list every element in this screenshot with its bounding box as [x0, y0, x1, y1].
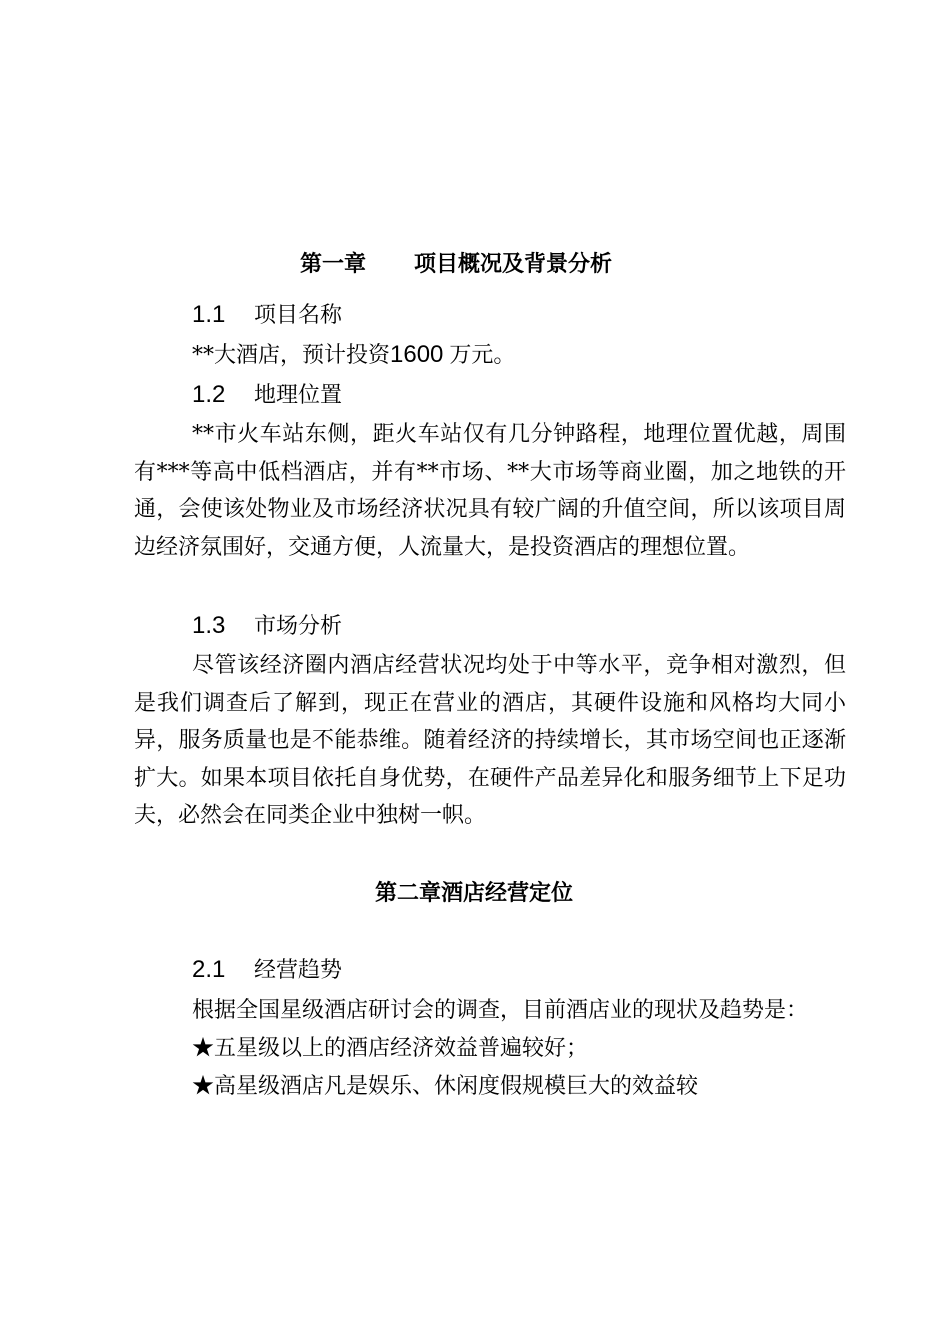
bullet-text: 五星级以上的酒店经济效益普遍较好； — [214, 1036, 589, 1061]
chapter-1-heading — [300, 250, 612, 280]
bullet-text: 高星级酒店凡是娱乐、休闲度假规模巨大的效益较 — [214, 1074, 699, 1099]
section-number: 1.3 — [192, 612, 226, 639]
star-bullet-icon: ★ — [192, 1036, 215, 1061]
section-number: 1.2 — [192, 381, 226, 408]
section-1-1-text — [192, 340, 515, 371]
section-2-1-intro: 根据全国星级酒店研讨会的调查，目前酒店业的现状及趋势是： — [192, 998, 809, 1023]
section-title: 项目名称 — [254, 303, 343, 328]
section-title: 经营趋势 — [254, 958, 343, 983]
star-bullet-icon: ★ — [192, 1074, 215, 1099]
section-1-1-heading — [192, 300, 342, 331]
investment-unit: 万元。 — [449, 343, 516, 368]
section-number: 1.1 — [192, 301, 226, 328]
chapter-1-label: 第一章 — [300, 252, 367, 277]
project-name-text: **大酒店，预计投资 — [192, 343, 391, 368]
investment-amount: 1600 — [390, 341, 444, 368]
section-title: 市场分析 — [254, 614, 343, 639]
section-1-2-paragraph: **市火车站东侧，距火车站仅有几分钟路程，地理位置优越，周围有***等高中低档酒店，并有**市场、**大市场等商业圈，加之地铁的开通，会使该处物业及市场经济状况具有较广阔的升值空间，所以该项目周边经济氛围好，交通方便，人流量大，是投资酒店的理想位置。 — [134, 422, 846, 560]
bullet-item — [192, 1072, 698, 1102]
section-1-2-heading — [192, 380, 342, 411]
section-title: 地理位置 — [254, 383, 343, 408]
bullet-item — [192, 1034, 588, 1064]
section-1-3-heading — [192, 611, 342, 642]
section-2-1-heading — [192, 955, 342, 986]
chapter-2-heading: 第二章酒店经营定位 — [375, 881, 574, 906]
section-number: 2.1 — [192, 956, 226, 983]
section-1-3-paragraph: 尽管该经济圈内酒店经营状况均处于中等水平，竞争相对激烈，但是我们调查后了解到，现正在营业的酒店，其硬件设施和风格均大同小异，服务质量也是不能恭维。随着经济的持续增长，其市场空间也正逐渐扩大。如果本项目依托自身优势，在硬件产品差异化和服务细节上下足功夫，必然会在同类企业中独树一帜。 — [134, 653, 846, 828]
chapter-1-title: 项目概况及背景分析 — [414, 252, 613, 277]
